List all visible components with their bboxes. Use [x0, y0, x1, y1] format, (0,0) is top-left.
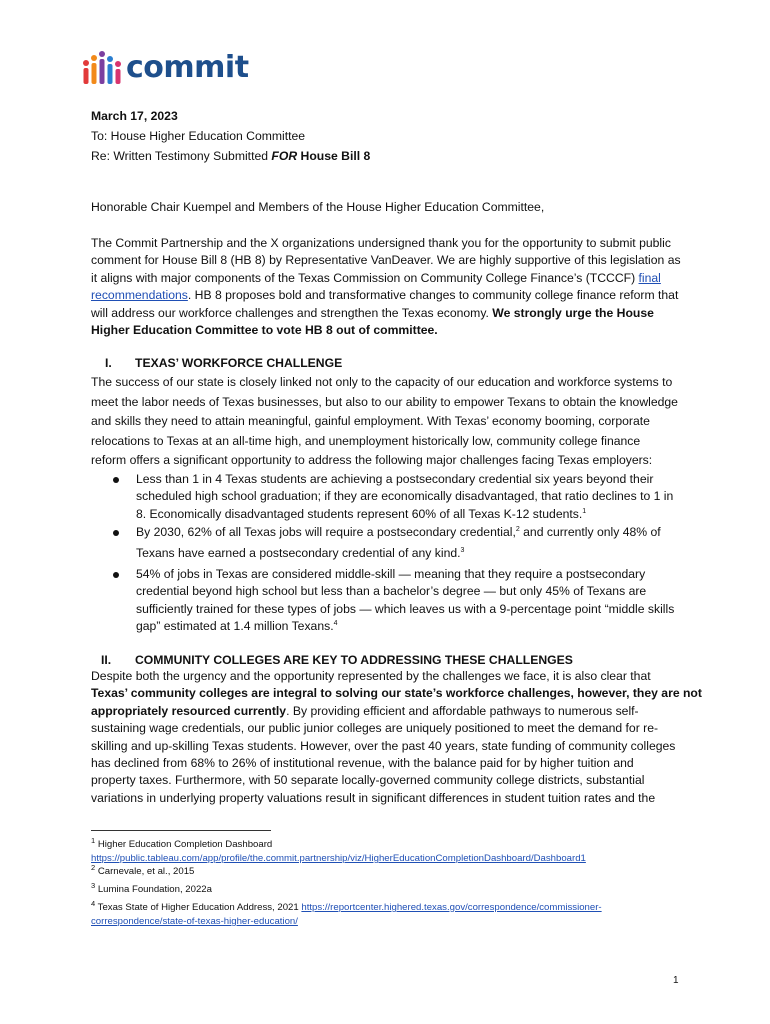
- bullet-line: sufficiently trained for these types of jobs — which leaves us with a 9-percentage point “middle skills: [136, 601, 675, 616]
- paragraph-line: sustaining wage credentials, our public junior colleges are uniquely positioned to meet the demand for re-: [91, 721, 659, 736]
- bullet-text: 8. Economically disadvantaged students represent 60% of all Texas K-12 students.: [136, 506, 583, 521]
- section-number: I.: [105, 356, 112, 370]
- letter-header: [91, 106, 711, 166]
- bullet-line: [136, 524, 711, 541]
- footnote-line: [91, 883, 711, 897]
- paragraph-bold: appropriately resourced currently: [91, 703, 287, 718]
- paragraph-line: [91, 703, 711, 720]
- paragraph-line: meet the labor needs of Texas businesses, but also to our ability to empower Texans to obtain the knowledge: [91, 394, 678, 409]
- list-item: [91, 566, 711, 636]
- intro-paragraph: [91, 235, 711, 339]
- letter-date: March 17, 2023: [91, 109, 178, 123]
- footnote-ref[interactable]: 3: [460, 546, 465, 554]
- intro-line: [91, 287, 711, 304]
- bullet-line: [136, 506, 711, 523]
- bullet-icon: [113, 572, 119, 578]
- intro-bold: We strongly urge the House: [492, 305, 654, 320]
- commit-logo: [82, 46, 249, 86]
- paragraph-line: property taxes. Furthermore, with 50 separate locally-governed community college districts, substantial: [91, 773, 645, 788]
- footnote-3: [91, 883, 711, 897]
- bullet-icon: [113, 477, 119, 483]
- section-2-paragraph: [91, 668, 711, 807]
- footnote-2: [91, 865, 711, 879]
- footnote-number: 3: [91, 881, 96, 890]
- salutation-text: Honorable Chair Kuempel and Members of the House Higher Education Committee,: [91, 200, 545, 214]
- bullet-icon: [113, 530, 119, 536]
- footnote-line: [91, 915, 711, 929]
- paragraph-line: variations in underlying property valuations result in significant differences in student tuition rates and the: [91, 790, 656, 805]
- paragraph-line: relocations to Texas at an all-time high, and unemployment historically low, community college finance: [91, 433, 641, 448]
- page-number: 1: [673, 975, 679, 986]
- footnote-text: Texas State of Higher Education Address, 2021: [95, 902, 302, 913]
- reportcenter-link[interactable]: https://reportcenter.highered.texas.gov/correspondence/commissioner-: [301, 902, 602, 913]
- intro-line: comment for House Bill 8 (HB 8) by Representative VanDeaver. We are highly supportive of this legislation as: [91, 253, 681, 268]
- final-recommendations-link[interactable]: recommendations: [91, 288, 188, 303]
- bullet-line: [136, 545, 711, 562]
- paragraph-line: has declined from 68% to 26% of institutional revenue, with the balance paid for by higher tuition and: [91, 756, 634, 771]
- salutation: [91, 199, 711, 216]
- bullet-line: scheduled high school graduation; if they are economically disadvantaged, that ratio declines to 1 in: [136, 489, 674, 504]
- footnote-1: [91, 838, 711, 866]
- paragraph-line: reform offers a significant opportunity to address the following major challenges facing Texas employers:: [91, 453, 653, 468]
- footnote-ref[interactable]: 1: [582, 507, 587, 515]
- section-title: TEXAS’ WORKFORCE CHALLENGE: [135, 356, 343, 370]
- intro-text: . HB 8 proposes bold and transformative changes to community college finance reform that: [187, 288, 679, 303]
- bullet-line: 54% of jobs in Texas are considered middle-skill — meaning that they require a postsecondary: [136, 567, 646, 582]
- paragraph-line: The success of our state is closely linked not only to the capacity of our education and workforce systems to: [91, 375, 673, 389]
- footnote-number: 1: [91, 836, 96, 845]
- reportcenter-link[interactable]: correspondence/state-of-texas-higher-education/: [91, 916, 298, 927]
- footnote-line: [91, 865, 711, 879]
- footnote-number: 4: [91, 899, 96, 908]
- re-prefix: Re: Written Testimony Submitted: [91, 149, 272, 163]
- intro-line: [91, 270, 711, 287]
- letter-re: [91, 146, 711, 166]
- footnote-4: [91, 901, 711, 929]
- section-number: II.: [101, 653, 112, 667]
- intro-line: The Commit Partnership and the X organizations undersigned thank you for the opportunity to submit public: [91, 236, 671, 250]
- letter-to: To: House Higher Education Committee: [91, 129, 306, 143]
- section-title: COMMUNITY COLLEGES ARE KEY TO ADDRESSING THESE CHALLENGES: [135, 653, 573, 667]
- section-2-heading: [91, 653, 573, 667]
- list-item: [91, 524, 711, 562]
- paragraph-bold-line: Texas’ community colleges are integral to solving our state’s workforce challenges, however, they are not: [91, 686, 702, 701]
- re-for: FOR: [271, 149, 298, 163]
- bullet-text: gap” estimated at 1.4 million Texans.: [136, 619, 334, 634]
- intro-text: will address our workforce challenges and strengthen the Texas economy.: [91, 305, 493, 320]
- bullet-line: [136, 618, 711, 635]
- re-bill: House Bill 8: [297, 149, 371, 163]
- paragraph-line: and skills they need to attain meaningful, gainful employment. With Texas’ economy booming, corporate: [91, 414, 650, 429]
- footnote-text: Lumina Foundation, 2022a: [95, 884, 212, 895]
- footnote-ref[interactable]: 2: [515, 526, 520, 534]
- paragraph-line: skilling and up-skilling Texas students. However, over the past 40 years, state funding of community colleges: [91, 738, 676, 753]
- footnote-text: Higher Education Completion Dashboard: [95, 839, 273, 850]
- footnote-text: Carnevale, et al., 2015: [95, 866, 195, 877]
- footnote-line: [91, 852, 711, 866]
- intro-bold-line: Higher Education Committee to vote HB 8 out of committee.: [91, 323, 438, 338]
- section-1-paragraph: [91, 373, 711, 471]
- bullet-line: Less than 1 in 4 Texas students are achieving a postsecondary credential six years beyond their: [136, 472, 654, 486]
- intro-text: it aligns with major components of the Texas Commission on Community College Finance’s (TCCCF): [91, 270, 639, 285]
- footnote-line: [91, 901, 711, 915]
- footnote-number: 2: [91, 863, 96, 872]
- footnote-ref[interactable]: 4: [333, 620, 338, 628]
- people-logo-icon: [82, 50, 124, 86]
- final-recommendations-link[interactable]: final: [638, 270, 661, 285]
- paragraph-line: Despite both the urgency and the opportunity represented by the challenges we face, it is also clear that: [91, 669, 651, 683]
- bullet-text: By 2030, 62% of all Texas jobs will require a postsecondary credential,: [136, 525, 516, 540]
- tableau-dashboard-link[interactable]: https://public.tableau.com/app/profile/the.commit.partnership/viz/HigherEducationCompletionDashboard/Dashboard1: [91, 853, 586, 864]
- intro-line: [91, 305, 711, 322]
- bullet-line: credential beyond high school but less than a bachelor’s degree — but only 45% of Texans are: [136, 584, 647, 599]
- bullet-text: and currently only 48% of: [519, 525, 661, 540]
- bullet-text: Texans have earned a postsecondary credential of any kind.: [136, 545, 461, 560]
- list-item: [91, 471, 711, 523]
- paragraph-text: . By providing efficient and affordable pathways to numerous self-: [286, 703, 639, 718]
- logo-wordmark: commit: [126, 50, 249, 85]
- section-1-heading: [91, 356, 342, 370]
- footnote-divider: [91, 830, 271, 831]
- challenge-bullet-list: [91, 471, 711, 636]
- footnote-line: [91, 838, 711, 852]
